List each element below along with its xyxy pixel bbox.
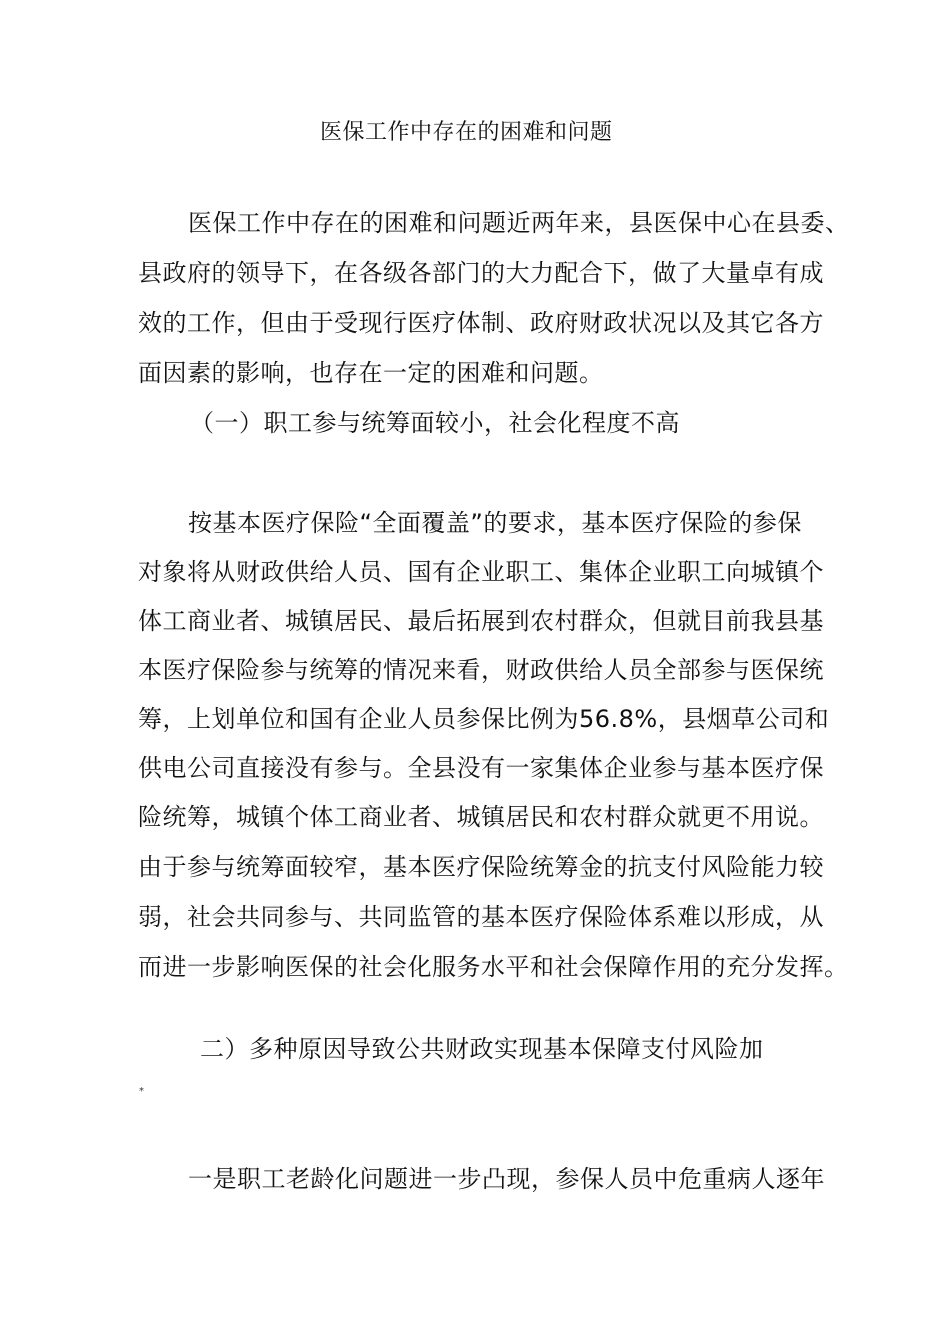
paragraph-line: 一是职工老龄化问题进一步凸现，参保人员中危重病人逐年 <box>188 1165 825 1193</box>
section-heading: 二）多种原因导致公共财政实现基本保障支付风险加 <box>200 1035 764 1063</box>
paragraph-line: 按基本医疗保险“全面覆盖”的要求，基本医疗保险的参保 <box>188 509 802 537</box>
paragraph-line: 本医疗保险参与统筹的情况来看，财政供给人员全部参与医保统 <box>138 656 824 684</box>
document-title: 医保工作中存在的困难和问题 <box>320 120 613 145</box>
paragraph-line: 而进一步影响医保的社会化服务水平和社会保障作用的充分发挥。 <box>138 953 849 981</box>
paragraph-line: 体工商业者、城镇居民、最后拓展到农村群众，但就目前我县基 <box>138 607 824 635</box>
paragraph-line: 效的工作，但由于受现行医疗体制、政府财政状况以及其它各方 <box>138 309 824 337</box>
paragraph-line: 对象将从财政供给人员、国有企业职工、集体企业职工向城镇个 <box>138 558 824 586</box>
paragraph-line: 医保工作中存在的困难和问题近两年来，县医保中心在县委、 <box>188 209 850 237</box>
paragraph-line: 县政府的领导下，在各级各部门的大力配合下，做了大量卓有成 <box>138 259 824 287</box>
paragraph-line: 供电公司直接没有参与。全县没有一家集体企业参与基本医疗保 <box>138 754 824 782</box>
paragraph-line: 面因素的影响，也存在一定的困难和问题。 <box>138 359 604 387</box>
section-heading: （一）职工参与统筹面较小，社会化程度不高 <box>190 409 680 437</box>
paragraph-line: 由于参与统筹面较窄，基本医疗保险统筹金的抗支付风险能力较 <box>138 853 824 881</box>
stray-mark: * <box>139 1086 144 1097</box>
paragraph-line: 险统筹，城镇个体工商业者、城镇居民和农村群众就更不用说。 <box>138 803 824 831</box>
paragraph-line: 弱，社会共同参与、共同监管的基本医疗保险体系难以形成，从 <box>138 903 824 931</box>
paragraph-line: 筹，上划单位和国有企业人员参保比例为56.8%，县烟草公司和 <box>138 705 830 733</box>
